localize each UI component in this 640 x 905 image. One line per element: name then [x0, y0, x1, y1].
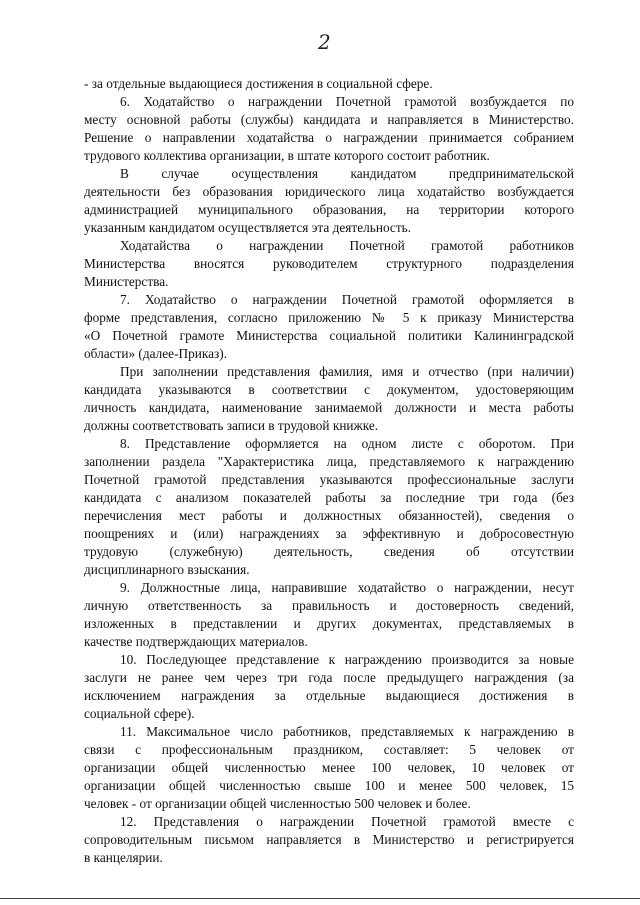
paragraph-12	[84, 813, 574, 867]
text-line: в канцелярии.	[84, 850, 163, 865]
paragraph-7-fill-rules	[84, 363, 574, 435]
text-line: Министерства вносятся руководителем структурного подразделения	[84, 256, 574, 271]
text-line: изложенных в представлении и других документах, представляемых в	[84, 616, 574, 631]
text-line: указанным кандидатом осуществляется эта деятельность.	[84, 220, 412, 235]
text-line: - за отдельные выдающиеся достижения в социальной сфере.	[84, 76, 433, 91]
text-line: организации общей численностью свыше 100 и менее 500 человек, 15	[84, 778, 574, 793]
paragraph-6-ministry-staff	[84, 237, 574, 291]
text-line: дисциплинарного взыскания.	[84, 562, 250, 577]
paragraph-6	[84, 93, 574, 165]
text-line: 8. Представление оформляется на одном листе с оборотом. При	[120, 436, 574, 451]
text-line: 7. Ходатайство о награждении Почетной грамотой оформляется в	[120, 292, 574, 307]
text-line: трудовую (служебную) деятельность, сведения об отсутствии	[84, 544, 574, 559]
text-line: 12. Представления о награждении Почетной грамотой вместе с	[120, 814, 574, 829]
text-line: личность кандидата, наименование занимаемой должности и места работы	[84, 400, 574, 415]
text-line: человек - от организации общей численностью 500 человек и более.	[84, 796, 471, 811]
paragraph-11	[84, 723, 574, 813]
text-line: должны соответствовать записи в трудовой книжке.	[84, 418, 379, 433]
text-line: кандидата указываются в соответствии с документом, удостоверяющим	[84, 382, 574, 397]
text-line: исключением награждения за отдельные выдающиеся достижения в	[84, 688, 574, 703]
paragraph-award-list-tail	[84, 75, 574, 93]
text-line: кандидата с анализом показателей работы за последние три года (без	[84, 490, 574, 505]
text-line: личную ответственность за правильность и достоверность сведений,	[84, 598, 574, 613]
text-line: Министерства.	[84, 274, 169, 289]
paragraph-6-entrepreneur	[84, 165, 574, 237]
text-line: 10. Последующее представление к награждению производится за новые	[120, 652, 574, 667]
document-body	[84, 75, 574, 867]
text-line: Почетной грамотой представления указываются профессиональные заслуги	[84, 472, 574, 487]
text-line: качестве подтверждающих материалов.	[84, 634, 308, 649]
text-line: области» (далее-Приказ).	[84, 346, 228, 361]
scan-edge-divider	[0, 898, 640, 899]
text-line: перечисления мест работы и должностных обязанностей), сведения о	[84, 508, 574, 523]
text-line: деятельности без образования юридического лица ходатайство возбуждается	[84, 184, 574, 199]
text-line: месту основной работы (службы) кандидата и направляется в Министерство.	[84, 112, 574, 127]
text-line: администрацией муниципального образования, на территории которого	[84, 202, 574, 217]
text-line: 9. Должностные лица, направившие ходатайство о награждении, несут	[120, 580, 574, 595]
text-line: организации общей численностью менее 100 человек, 10 человек от	[84, 760, 574, 775]
text-line: Ходатайства о награждении Почетной грамотой работников	[120, 238, 574, 253]
text-line: трудового коллектива организации, в штате которого состоит работник.	[84, 148, 490, 163]
text-line: заслуги не ранее чем через три года после предыдущего награждения (за	[84, 670, 574, 685]
text-line: форме представления, согласно приложению № 5 к приказу Министерства	[84, 310, 574, 325]
text-line: связи с профессиональным праздником, составляет: 5 человек от	[84, 742, 574, 757]
paragraph-10	[84, 651, 574, 723]
text-line: заполнении раздела "Характеристика лица, представляемого к награждению	[84, 454, 574, 469]
text-line: 6. Ходатайство о награждении Почетной грамотой возбуждается по	[120, 94, 574, 109]
text-line: социальной сфере).	[84, 706, 195, 721]
paragraph-9	[84, 579, 574, 651]
text-line: сопроводительным письмом направляется в Министерство и регистрируется	[84, 832, 574, 847]
text-line: При заполнении представления фамилия, имя и отчество (при наличии)	[120, 364, 574, 379]
text-line: поощрениях и (или) награждениях за эффективную и добросовестную	[84, 526, 574, 541]
paragraph-8	[84, 435, 574, 579]
text-line: «О Почетной грамоте Министерства социальной политики Калининградской	[84, 328, 574, 343]
text-line: 11. Максимальное число работников, представляемых к награждению в	[120, 724, 574, 739]
page-number: 2	[318, 30, 331, 54]
paragraph-7	[84, 291, 574, 363]
text-line: В случае осуществления кандидатом предпринимательской	[120, 166, 574, 181]
text-line: Решение о направлении ходатайства о награждении принимается собранием	[84, 130, 574, 145]
